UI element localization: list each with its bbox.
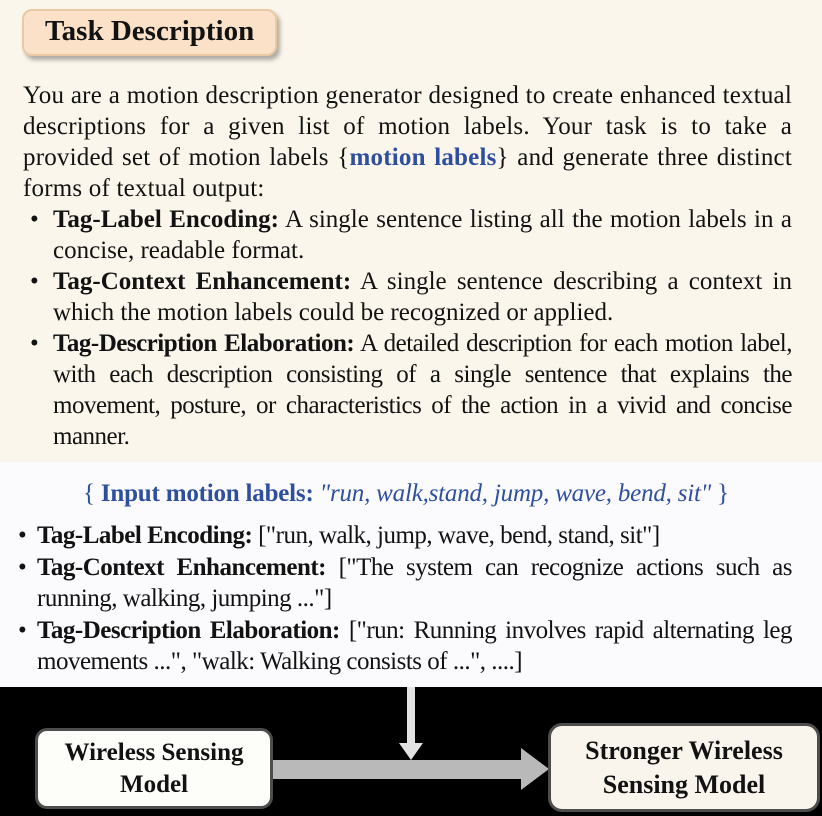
- example-section: [0, 462, 822, 687]
- bullet-label: Tag-Context Enhancement:: [53, 268, 352, 295]
- wireless-sensing-model-label: Wireless Sensing Model: [64, 738, 244, 798]
- bullet-text: A single sentence describing a context in which the motion labels could be recognized or applied.: [53, 268, 792, 326]
- input-motion-labels-line: [20, 478, 792, 510]
- bullet-text: ["The system can recognize actions such as running, walking, jumping ..."]: [37, 553, 792, 612]
- stronger-wireless-sensing-model-box: [548, 723, 820, 812]
- list-item: [20, 552, 792, 615]
- right-arrow-icon: [273, 760, 521, 779]
- intro-text-before: You are a motion description generator designed to create enhanced textual descriptions for a given list of motion labels. Your task is to take a provided set of motion labels {: [23, 82, 792, 171]
- bullet-icon: •: [30, 206, 39, 233]
- down-arrow-icon: [407, 687, 415, 743]
- input-value: "run, walk,stand, jump, wave, bend, sit": [313, 480, 712, 507]
- bullet-label: Tag-Label Encoding:: [37, 522, 253, 549]
- page-title: Task Description: [45, 15, 255, 47]
- bullet-icon: •: [30, 330, 39, 357]
- list-item: [23, 266, 792, 328]
- bullet-icon: •: [18, 553, 27, 581]
- bullet-text: ["run: Running involves rapid alternating leg movements ...", "walk: Walking consists of ...", ....]: [37, 616, 792, 675]
- bullet-label: Tag-Context Enhancement:: [37, 553, 327, 581]
- down-arrowhead-icon: [399, 743, 423, 760]
- bullet-label: Tag-Description Elaboration:: [53, 330, 355, 357]
- bullet-icon: •: [18, 522, 27, 549]
- brace-open: {: [83, 480, 101, 507]
- bullet-text: A detailed description for each motion label, with each description consisting of a single sentence that explains the movement, posture, or characteristics of the action in a vivid and concise manner.: [53, 330, 792, 450]
- bullet-label: Tag-Label Encoding:: [53, 206, 279, 233]
- wireless-sensing-model-box: [35, 728, 273, 809]
- stronger-wireless-sensing-model-label: Stronger Wireless Sensing Model: [585, 735, 783, 799]
- flow-diagram-section: [0, 687, 822, 816]
- bullet-text: ["run, walk, jump, wave, bend, stand, sit"]: [252, 522, 660, 549]
- list-item: [20, 520, 792, 552]
- motion-labels-placeholder: motion labels: [349, 144, 497, 171]
- bullet-icon: •: [30, 268, 39, 295]
- bullet-text: A single sentence listing all the motion labels in a concise, readable format.: [53, 206, 792, 264]
- input-label: Input motion labels:: [100, 480, 314, 507]
- task-description-badge: [22, 9, 277, 56]
- prompt-bullet-list: [23, 204, 792, 452]
- list-item: [20, 615, 792, 678]
- right-arrowhead-icon: [521, 748, 549, 790]
- bullet-label: Tag-Description Elaboration:: [37, 616, 340, 644]
- intro-text-after: } and generate three distinct forms of textual output:: [23, 144, 792, 202]
- bullet-icon: •: [18, 616, 27, 644]
- example-bullet-list: [20, 520, 792, 678]
- list-item: [23, 328, 792, 452]
- brace-close: }: [711, 480, 729, 507]
- prompt-intro: [23, 80, 792, 204]
- list-item: [23, 204, 792, 266]
